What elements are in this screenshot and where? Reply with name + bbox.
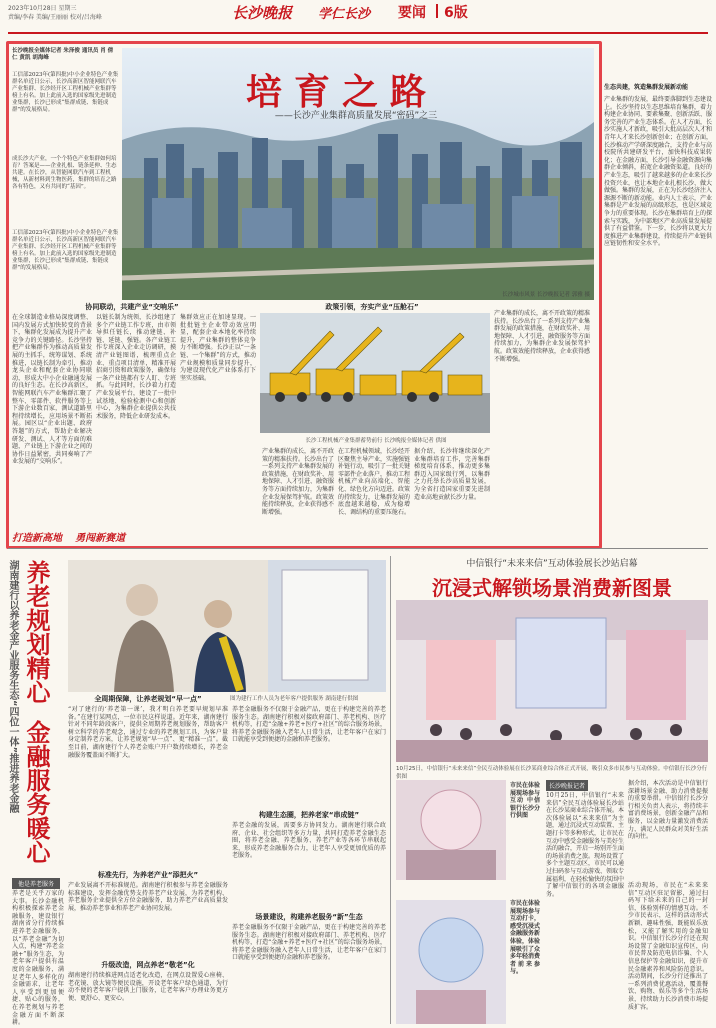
article-divider	[390, 556, 391, 1024]
section1-text-3: 集群效应正在加速显现。一批批链主企业带动效应明显，配套企业本地化率持续提升，产业集群的整体竞争力不断增强。长沙正以“一条链、一个集群”的方式，推动产业规模和质量同步提升，为建设现代化产业体系打下坚实基础。	[180, 314, 256, 382]
section2-title: 政策引领，夯实产业“压舱石”	[325, 303, 419, 311]
sub2-text-continued: 养老金融服务不仅限于金融产品，更在于构建完善的养老服务生态。湖南建行积极对接政府部门、养老机构、医疗机构等，打造“金融+养老+医疗+社区”的综合服务场景，将养老金融服务融入老年人日常生活，让老年客户在家门口就能享受到便捷的金融和养老服务。	[232, 924, 386, 962]
crane-caption: 长沙工程机械产业集群蓄势前行 长沙晚报全媒体记者 供图	[305, 438, 447, 444]
feature-subtitle: ——长沙产业集群高质量发展“密码”之三	[274, 111, 438, 121]
section2-text-2: 在工程机械领域，长沙经开区聚焦主导产业，实施强链补链行动，吸引了一批关键零部件企业落户，推动工程机械产业向高端化、智能化、绿色化方向迈进。政策的持续发力，让集群发展的底盘越来越稳，成为稳增长、调结构的重要压舱石。	[338, 448, 411, 516]
sub3-text: 产业发展离不开标准规范。湖南建行积极参与养老金融服务标准建设，发挥金融优势支持养老产业发展，为养老机构、养老服务企业提供全方位金融服务，助力养老产业高质量发展，推动养老事业和养老产业协同发展。	[68, 882, 228, 912]
intro-text: 工信部2023年(第四批)中小企业特色产业集群名单近日公示，长沙高新区智能网联汽车产业集群、长沙经开区工程机械产业集群等榜上有名。加上此前入选的国家级先进制造业集群，长沙已形成“集群成链、集链成群”的发展格局。	[12, 72, 119, 113]
section-divider	[436, 4, 438, 18]
intro-text-2: 工信部2023年(第四批)中小企业特色产业集群名单近日公示，长沙高新区智能网联汽车产业集群、长沙经开区工程机械产业集群等榜上有名。加上此前入选的国家级先进制造业集群，长沙已形成“集群成链、集链成群”的发展格局。	[12, 230, 119, 271]
sub4-text: 养老金融的发展，需要多方协同发力。湖南建行联合政府、企业、社会组织等多方力量，共同打造养老金融生态圈，将养老金融、养老服务、养老产业等各环节串联起来，形成养老金融服务合力，让老年人享受更加优质的养老服务。	[232, 822, 386, 860]
sub1-title: 全周期保障，让养老规划“早一点”	[94, 695, 202, 703]
right-column-text: 产业集群的发展，最终要落脚到生态建设上。长沙坚持以生态思维培育集群，着力构建企业协同、要素集聚、创新活跃、服务完善的产业生态体系。在人才方面，长沙实施人才新政，吸引大批高层次人才和青年人才来长沙创新创业；在创新方面，长沙推动产学研深度融合，支持企业与高校院所共建研发平台，加快科技成果转化；在金融方面，长沙引导金融资源向集群企业倾斜，拓宽企业融资渠道。良好的产业生态，吸引了越来越多的企业来长沙投资兴业，也让本地企业扎根长沙、做大做强。集群的发展，正在为长沙经济注入源源不断的新动能。业内人士表示，产业集群是产业发展的高级形态，也是区域竞争力的重要体现。长沙在集群培育上的探索与实践，为中部地区产业高质量发展提供了有益借鉴。下一步，长沙将以更大力度推进产业集群建设，持续提升产业链供应链韧性和安全水平。	[604, 96, 713, 248]
section2-text-3: 据介绍，长沙将继续深化产业集群培育工作，完善集群梯度培育体系，推动更多集群迈入国家级行列，以集群之力托举长沙高质量发展，为全省打造国家重要先进制造业高地贡献长沙力量。	[414, 448, 490, 501]
section1-text: 在全球制造业格局深度调整、国内发展方式加快转变的背景下，集群化发展成为提升产业竞争力的关键路径。长沙坚持把产业集群作为推动高质量发展的主抓手，统筹谋划、系统推进，以链长制为牵引，推动龙头企业和配套企业协同联动，形成大中小企业融通发展的良好生态。在长沙高新区，智能网联汽车产业集群汇聚了整车、零部件、软件服务等上下游企业数百家，测试道路里程持续增长，应用场景不断拓展。园区以“企业出题、政府答题”的方式，帮助企业解决研发、测试、人才等方面的难题，产业链上下游企业之间的协作日益紧密，共同奏响了产业发展的“交响乐”。	[12, 314, 92, 466]
side-title: 他是养老服务	[12, 878, 60, 889]
elderly-customer-image	[68, 560, 386, 692]
visitor-checkin-image	[396, 900, 506, 1024]
mid-caption: 市民在体验展现场参与互动 中信银行长沙分行供图	[510, 782, 541, 820]
page-divider	[8, 548, 708, 549]
exhibition-booth-image	[396, 780, 506, 880]
right-column-title: 生态共建，筑造集群发展新动能	[604, 84, 689, 91]
sub4-title: 构建生态圈，把养老家“串成链”	[258, 811, 360, 819]
mid-text: 市民在体验展现场参与互动打卡，感受沉浸式金融服务新体验，体验展吸引了众多年轻消费者前来参与。	[510, 900, 541, 976]
small-photo-1	[396, 780, 506, 880]
elderly-service-photo	[68, 560, 386, 692]
citic-kicker: 中信银行“未来来信”互动体验展长沙站启幕	[466, 559, 638, 569]
masthead	[0, 0, 716, 36]
date-line: 2023年10月28日 星期三	[8, 5, 77, 12]
headline-col1: 养老规划精心	[22, 560, 51, 704]
sub2-text: 养老金融服务不仅限于金融产品，更在于构建完善的养老服务生态。湖南建行积极对接政府部门、养老机构、医疗机构等，打造“金融+养老+医疗+社区”的综合服务场景，将养老金融服务融入老年人日常生活，让老年客户在家门口就能享受到便捷的金融和养老服务。	[232, 706, 386, 744]
intro-column	[12, 48, 120, 298]
side-text: 养老是关乎万家的大事。长沙金融机构积极探索养老金融服务，建设银行湖南省分行持续推进养老金融服务，以“养老金融”为切入点，构建“养老金融+”服务生态，为老年客户提供有温度的金融服务，满足老年人多样化的金融需求，让老年人享受到更加便捷、贴心的服务，在养老规划与养老金融方面不断深耕。	[12, 890, 64, 1027]
sub3-title: 标准先行，为养老产业“添把火”	[97, 871, 199, 879]
citic-headline: 沉浸式解锁场景消费新图景	[432, 576, 672, 600]
sub5-title: 升级改造，网点养老“敬老”化	[101, 961, 195, 969]
header-rule	[8, 32, 708, 34]
feature-title: 培育之路	[245, 71, 438, 113]
headline-col2: 金融服务暖心	[22, 720, 51, 864]
citic-body: 10月25日，中信银行“未来来信”全民互动体验展长沙站在长沙某商业综合体开展。本次体验展以“未来来信”为主题，通过沉浸式互动装置、主题打卡等多种形式，让市民在互动中感受金融服务与美好生活的融合，开启一场别开生面的场景消费之旅。现场设置了多个主题互动区，市民可以通过扫码参与互动游戏、领取专属福利，在轻松愉快的氛围中了解中信银行的各项金融服务。	[546, 792, 625, 898]
slogan: 学仁长沙	[318, 7, 371, 22]
elderly-photo-caption: 图为建行工作人员为老年客户提供服务 湖南建行供图	[230, 696, 359, 702]
newspaper-logo: 长沙晚报	[232, 4, 293, 22]
exhibition-photo	[396, 600, 708, 762]
banner-left: 打造新高地	[12, 533, 62, 544]
editor-note: 长沙晚报全媒体记者 朱泽俊 通讯员 肖 倩 仁 黄凯 胡海峰	[12, 48, 114, 61]
section1-title: 协同联动，共建产业“交响乐”	[85, 303, 179, 311]
crane-photo	[260, 313, 490, 433]
lead-text: 成长沙大产业，一个个特色产业集群如何培育？答案是——企业扎根、链条延伸、生态共建。在长沙，从智能网联汽车到工程机械，从新材料到生物医药，集群的培育之路各有特色，又有共同的“基因”。	[12, 156, 117, 190]
citic-body-2: 据介绍，本次活动是中信银行深耕场景金融、助力消费提振的重要举措。中信银行长沙分行相关负责人表示，将持续丰富消费场景，创新金融产品和服务，以金融力量激发消费活力，满足人民群众对美好生活的向往。	[628, 780, 708, 841]
page-number: 6版	[444, 5, 468, 21]
sub1-text: “对了建行的‘养老第一课’，我才明白养老要早规划早准备。”在建行某网点，一位市民这样说道。近年来，湖南建行针对不同年龄段客户，提供全周期养老规划服务，帮助客户树立科学的养老观念，通过专业的养老规划工具，为客户量身定制养老方案，让养老规划“早一点”、更“精准一点”。截至目前，湖南建行个人养老金账户开户数持续增长，养老金融服务覆盖面不断扩大。	[68, 706, 228, 759]
byline: 长沙晚报记者	[546, 780, 588, 791]
editor-line: 责编/李春 美编/王丽丽 校对/吕海峰	[8, 14, 102, 21]
vertical-subhead: 湖南建行以养老金产业服务生态“四位一体”推进养老金融	[7, 560, 18, 814]
section2-right-text: 产业集群的成长，离不开政策的精准扶持。长沙出台了一系列支持产业集群发展的政策措施，在财政奖补、用地保障、人才引进、融资服务等方面持续加力，为集群企业发展保驾护航。政策效能持续释放，企业获得感不断增强。	[494, 310, 591, 363]
photo-caption: 长沙城市风景 长沙晚报记者 郭雅 摄	[502, 292, 590, 298]
section-name: 要闻	[398, 5, 426, 21]
construction-machinery-image	[260, 313, 490, 433]
banner-strip	[12, 526, 252, 544]
citic-right-text: 活动现场，市民在“未来来信”互动区驻足留影，通过扫码写下给未来的自己的一封信，体验别样的情感互动。不少市民表示，这样的活动形式新颖、趣味性强，既能娱乐放松，又能了解实用的金融知识。中信银行长沙分行还在现场设置了金融知识宣传区，向市民普及防范电信诈骗、个人信息保护等金融知识，提升市民金融素养和风险防范意识。活动期间，长沙分行还推出了一系列消费优惠活动，覆盖餐饮、购物、娱乐等多个生活场景，持续助力长沙消费市场提质扩容。	[628, 882, 708, 1011]
banner-right: 勇闯新赛道	[75, 533, 126, 544]
section1-text-2: 以链长制为统领，长沙组建了多个产业链工作专班，由市领导担任链长，推动建链、补链、延链、强链。各产业链工作专班深入企业走访调研，摸清产业链图谱，梳理重点企业、重点项目清单，精准开展招商引资和政策服务，确保每一条产业链都有专人盯、专班抓。与此同时，长沙着力打造产业发展平台，建设了一批中试基地、检验检测中心和创新中心，为集群企业提供公共技术服务，降低企业研发成本。	[96, 314, 176, 420]
exhibition-hall-image	[396, 600, 708, 762]
sub2-title: 场景建设，构建养老服务“新”生态	[255, 913, 363, 921]
small-photo-2	[396, 900, 506, 1024]
section2-text: 产业集群的成长，离不开政策的精准扶持。长沙出台了一系列支持产业集群发展的政策措施，在财政奖补、用地保障、人才引进、融资服务等方面持续加力，为集群企业发展保驾护航。政策效能持续释放，企业获得感不断增强。	[262, 448, 335, 516]
sub5-text: 湖南建行持续推进网点适老化改造，在网点设置爱心座椅、老花镜、放大镜等便民设施，开设老年客户绿色通道，为行动不便的老年客户提供上门服务，让老年客户办理业务更方便、更舒心、更安心。	[68, 972, 228, 1002]
exhibition-caption: 10月25日，中信银行“未来来信”全民互动体验展在长沙某商业综合体正式开展，吸引众多市民参与互动体验。中信银行长沙分行供图	[396, 766, 708, 780]
